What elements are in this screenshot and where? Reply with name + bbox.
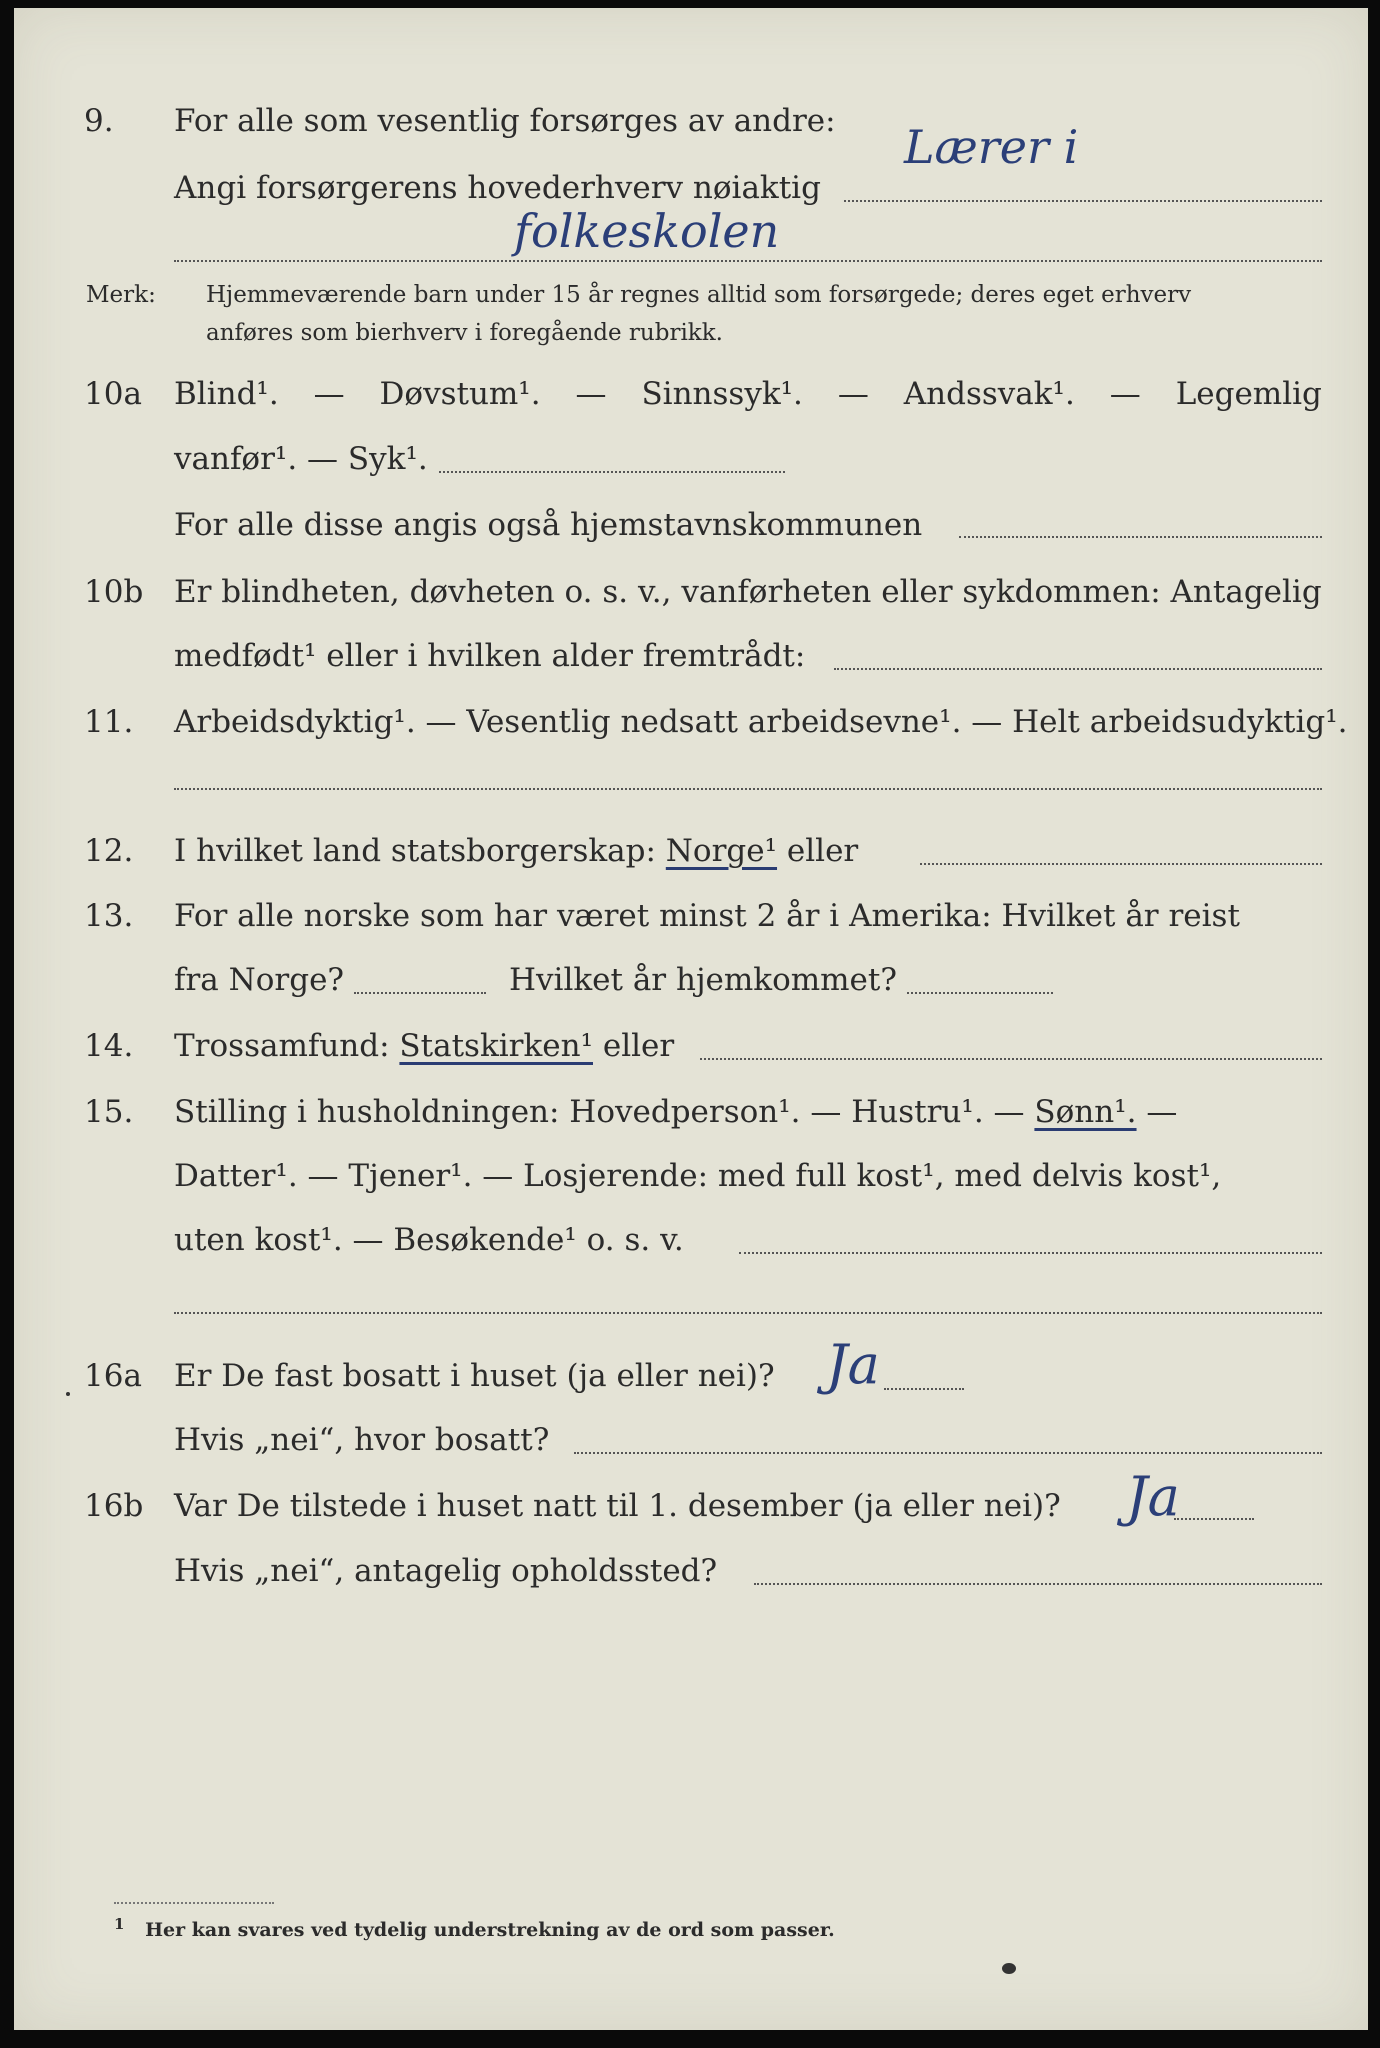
- ink-speck: [1002, 1963, 1016, 1974]
- q9-line1: [14, 101, 1368, 141]
- q15-answer-line[interactable]: [739, 1252, 1322, 1254]
- q10b-text-2: medfødt¹ eller i hvilken alder fremtrådt:: [174, 638, 806, 674]
- q15-text-2: Datter¹. — Tjener¹. — Losjerende: med full kost¹, med delvis kost¹,: [174, 1158, 1222, 1194]
- option-legemlig[interactable]: Legemlig: [1175, 376, 1322, 412]
- q10b-answer-line[interactable]: [834, 668, 1322, 670]
- q14-underlined-choice[interactable]: Statskirken¹: [399, 1028, 593, 1064]
- q13-text-2b: Hvilket år hjemkommet?: [509, 962, 897, 998]
- q15-underlined-choice[interactable]: Sønn¹.: [1034, 1094, 1137, 1130]
- merk-text: Hjemmeværende barn under 15 år regnes alltid som forsørgede; deres eget erhverv: [206, 282, 1192, 308]
- q13-line2: [14, 960, 1368, 1000]
- q15-number: 15.: [84, 1094, 134, 1130]
- option-dovstum[interactable]: Døvstum¹.: [379, 376, 541, 412]
- q15-answer-line-2[interactable]: [174, 1312, 1322, 1314]
- q16a-text: Er De fast bosatt i huset (ja eller nei)?: [174, 1358, 775, 1394]
- option-sinnssyk[interactable]: Sinnssyk¹.: [641, 376, 803, 412]
- footnote: [114, 1915, 835, 1941]
- q11-number: 11.: [84, 704, 134, 740]
- q9-question-text: For alle som vesentlig forsørges av andre:: [174, 103, 836, 139]
- q10a-options: [174, 374, 1322, 414]
- q10a-text-2: vanfør¹. — Syk¹.: [174, 441, 428, 477]
- q9-question-text-2: Angi forsørgerens hovederhverv nøiaktig: [174, 170, 821, 206]
- q11-answer-line[interactable]: [174, 788, 1322, 790]
- q10a-line2: [14, 439, 1368, 479]
- q13-number: 13.: [84, 898, 134, 934]
- q12-line1: [14, 831, 1368, 871]
- q9-number: 9.: [84, 103, 114, 139]
- q14-suffix: eller: [602, 1028, 675, 1064]
- q10b-line1: [14, 572, 1368, 612]
- q12-underlined-choice[interactable]: Norge¹: [665, 833, 778, 869]
- footnote-divider: [114, 1902, 274, 1904]
- option-blind[interactable]: Blind¹.: [174, 376, 279, 412]
- q12-text: [174, 831, 858, 871]
- q12-answer-line[interactable]: [920, 863, 1322, 865]
- q9-handwritten-answer-1: Lærer i: [904, 120, 1079, 174]
- q12-suffix: eller: [786, 833, 859, 869]
- q15-line3: [14, 1220, 1368, 1260]
- q16a-text-2: Hvis „nei“, hvor bosatt?: [174, 1422, 550, 1458]
- q16a-answer-line[interactable]: [884, 1388, 964, 1390]
- q10b-line2: [14, 636, 1368, 676]
- q16b-answer-line[interactable]: [1174, 1518, 1254, 1520]
- q10a-number: 10a: [84, 376, 142, 412]
- q14-number: 14.: [84, 1028, 134, 1064]
- q11-line1: [14, 702, 1368, 742]
- q14-prefix: Trossamfund:: [174, 1028, 390, 1064]
- q13-line1: [14, 896, 1368, 936]
- q9-handwritten-answer-2: folkeskolen: [514, 204, 780, 258]
- q16a-bosatt-answer-line[interactable]: [574, 1452, 1322, 1454]
- merk-note-line1: [86, 278, 1192, 312]
- q16b-opholdssted-answer-line[interactable]: [754, 1583, 1322, 1585]
- dash: —: [1109, 376, 1141, 412]
- q15-text-3: uten kost¹. — Besøkende¹ o. s. v.: [174, 1222, 684, 1258]
- merk-text-2: anføres som bierhverv i foregående rubrikk.: [206, 320, 723, 346]
- q9-answer-line-2[interactable]: [174, 260, 1322, 262]
- q10b-number: 10b: [84, 574, 144, 610]
- q16b-text: Var De tilstede i huset natt til 1. desember (ja eller nei)?: [174, 1488, 1061, 1524]
- q16b-handwritten-answer: Ja: [1126, 1465, 1180, 1528]
- footnote-text: Her kan svares ved tydelig understrekning av de ord som passer.: [145, 1919, 835, 1942]
- dash: —: [575, 376, 607, 412]
- ink-speck: [66, 1392, 70, 1396]
- q14-text: [174, 1026, 674, 1066]
- q16a-handwritten-answer: Ja: [826, 1333, 880, 1396]
- q13-text: For alle norske som har været minst 2 år i Amerika: Hvilket år reist: [174, 898, 1240, 934]
- q9-line2: [14, 168, 1368, 208]
- q16b-text-2: Hvis „nei“, antagelig opholdssted?: [174, 1553, 718, 1589]
- q10a-line3: [14, 505, 1368, 545]
- q13-hjemkommet-answer-line[interactable]: [907, 992, 1053, 994]
- q16a-line1: [14, 1356, 1368, 1396]
- census-form-page: [14, 8, 1368, 2030]
- q15-line1: [14, 1092, 1368, 1132]
- q16b-number: 16b: [84, 1488, 144, 1524]
- dash: —: [837, 376, 869, 412]
- q15-prefix: Stilling i husholdningen: Hovedperson¹. — Hustru¹. —: [174, 1094, 1025, 1130]
- q16a-number: 16a: [84, 1358, 142, 1394]
- option-andssvak[interactable]: Andssvak¹.: [903, 376, 1075, 412]
- q15-line2: [14, 1156, 1368, 1196]
- q16a-line2: [14, 1420, 1368, 1460]
- q13-reist-answer-line[interactable]: [354, 992, 486, 994]
- q15-text: [174, 1092, 1177, 1132]
- dash: —: [313, 376, 345, 412]
- q16b-line2: [14, 1551, 1368, 1591]
- q15-suffix: —: [1146, 1094, 1178, 1130]
- q14-answer-line[interactable]: [700, 1058, 1322, 1060]
- q13-text-2a: fra Norge?: [174, 962, 345, 998]
- q10a-hjemstavn-answer-line[interactable]: [959, 536, 1322, 538]
- footnote-mark: 1: [114, 1915, 125, 1933]
- q10a-syk-answer-line[interactable]: [439, 471, 785, 473]
- q9-answer-line-1[interactable]: [844, 200, 1322, 202]
- q10a-line1: [14, 374, 1368, 414]
- q14-line1: [14, 1026, 1368, 1066]
- q11-text: Arbeidsdyktig¹. — Vesentlig nedsatt arbeidsevne¹. — Helt arbeidsudyktig¹.: [174, 704, 1348, 740]
- q12-prefix: I hvilket land statsborgerskap:: [174, 833, 656, 869]
- q12-number: 12.: [84, 833, 134, 869]
- merk-label: Merk:: [86, 282, 156, 308]
- q10a-text-3: For alle disse angis også hjemstavnskommunen: [174, 507, 923, 543]
- q10b-text: Er blindheten, døvheten o. s. v., vanførheten eller sykdommen: Antagelig: [174, 574, 1322, 610]
